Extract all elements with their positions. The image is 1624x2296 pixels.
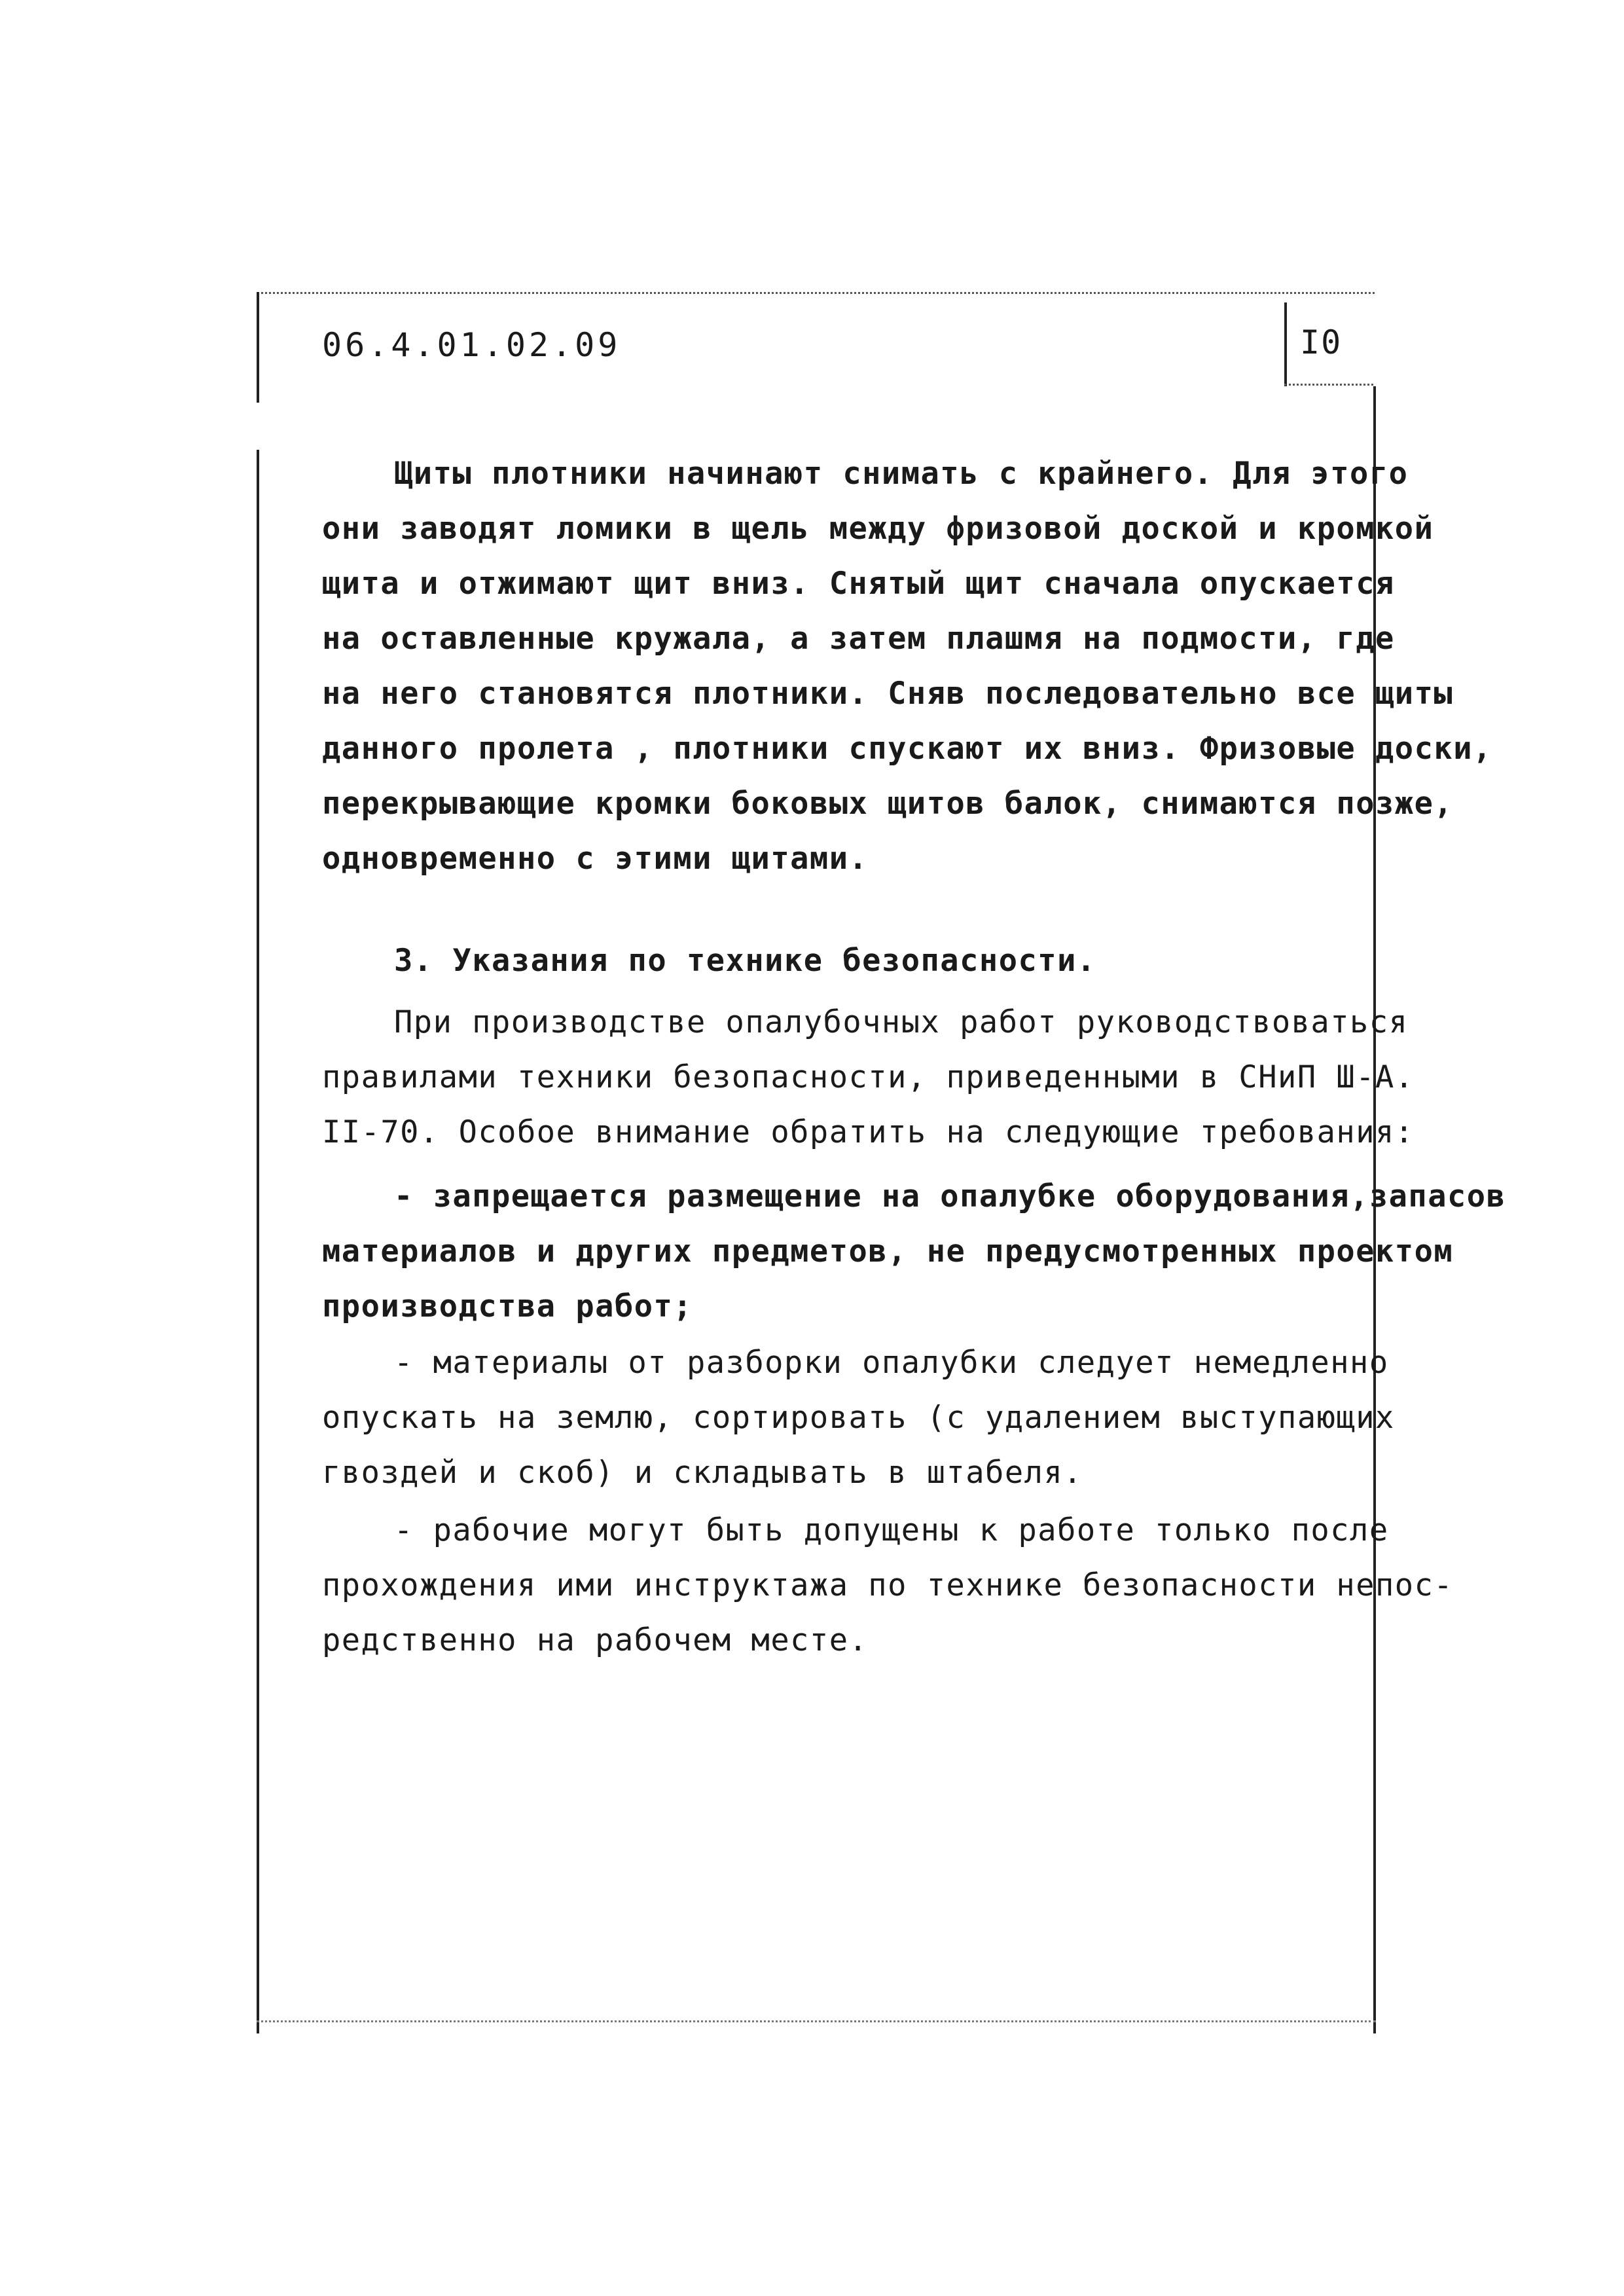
- text-line: - рабочие могут быть допущены к работе только после: [394, 1512, 1389, 1548]
- text-line: материалов и других предметов, не предусмотренных проектом: [322, 1233, 1454, 1269]
- text-line: - материалы от разборки опалубки следует немедленно: [394, 1345, 1389, 1381]
- frame-left-border: [257, 292, 259, 2033]
- text-line: одновременно с этими щитами.: [322, 841, 869, 877]
- safety-requirement-1: [322, 1169, 1506, 1334]
- text-line: правилами техники безопасности, приведенными в СНиП Ш-А.: [322, 1059, 1415, 1095]
- page-number: I0: [1300, 323, 1343, 361]
- page-box-bottom-line: [1284, 384, 1373, 386]
- text-line: перекрывающие кромки боковых щитов балок, снимаются позже,: [322, 786, 1454, 822]
- text-line: II-70. Особое внимание обратить на следующие требования:: [322, 1114, 1415, 1150]
- text-line: на него становятся плотники. Сняв последовательно все щиты: [322, 676, 1454, 712]
- text-line: данного пролета , плотники спускают их вниз. Фризовые доски,: [322, 731, 1492, 767]
- safety-requirement-2: [322, 1336, 1395, 1501]
- frame-bottom-border: [257, 2020, 1376, 2022]
- safety-requirement-3: [322, 1503, 1454, 1668]
- text-line: щита и отжимают щит вниз. Снятый щит сначала опускается: [322, 566, 1395, 602]
- frame-left-gap: [254, 403, 263, 450]
- text-line: производства работ;: [322, 1288, 693, 1324]
- page-number-box: [1284, 302, 1373, 386]
- paragraph-safety-intro: [322, 995, 1415, 1160]
- text-line: Щиты плотники начинают снимать с крайнего. Для этого: [394, 456, 1409, 492]
- text-line: прохождения ими инструктажа по технике безопасности непос-: [322, 1567, 1454, 1603]
- paragraph-formwork-removal: [322, 446, 1492, 886]
- document-code: 06.4.01.02.09: [322, 326, 621, 364]
- text-line: При производстве опалубочных работ руководствоваться: [394, 1004, 1409, 1040]
- text-line: на оставленные кружала, а затем плашмя на подмости, где: [322, 621, 1395, 657]
- page-box-left-line: [1284, 302, 1287, 386]
- text-line: они заводят ломики в щель между фризовой доской и кромкой: [322, 511, 1434, 547]
- text-line: - запрещается размещение на опалубке оборудования,запасов: [394, 1178, 1506, 1214]
- text-line: редственно на рабочем месте.: [322, 1622, 869, 1658]
- frame-top-border: [257, 292, 1375, 294]
- text-line: опускать на землю, сортировать (с удалением выступающих: [322, 1400, 1395, 1436]
- text-line: гвоздей и скоб) и складывать в штабеля.: [322, 1455, 1083, 1491]
- section-title: 3. Указания по технике безопасности.: [394, 943, 1096, 979]
